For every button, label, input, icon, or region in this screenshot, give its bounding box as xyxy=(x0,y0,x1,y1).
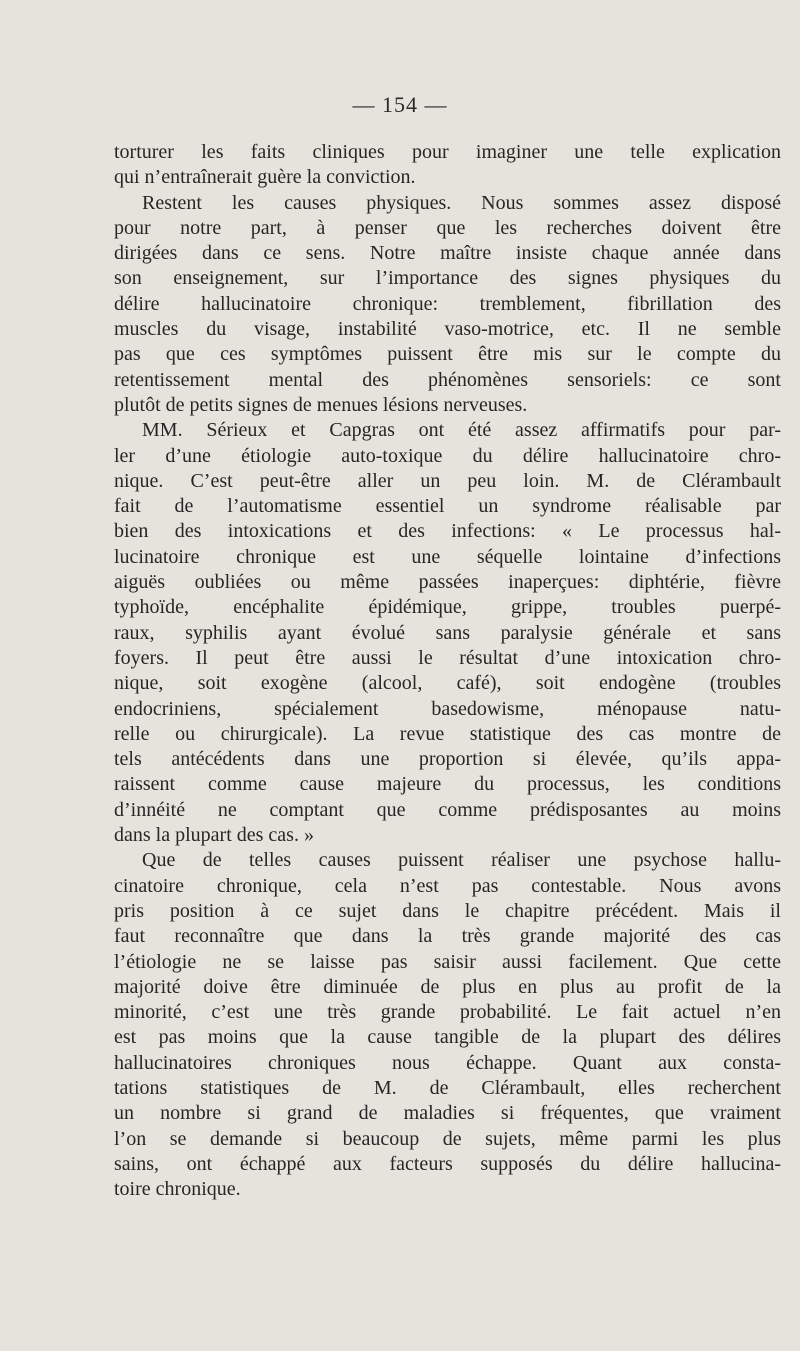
text-line: fait de l’automatisme essentiel un syndrome réalisable par xyxy=(114,495,781,518)
text-line: endocriniens, spécialement basedowisme, ménopause natu- xyxy=(114,697,781,720)
text-line: raux, syphilis ayant évolué sans paralysie générale et sans xyxy=(114,621,781,644)
text-line: est pas moins que la cause tangible de la plupart des délires xyxy=(114,1026,781,1049)
text-line: nique. C’est peut-être aller un peu loin. M. de Clérambault xyxy=(114,469,781,492)
text-line: minorité, c’est une très grande probabilité. Le fait actuel n’en xyxy=(114,1001,781,1024)
text-line: plutôt de petits signes de menues lésions nerveuses. xyxy=(114,393,528,416)
text-line: majorité doive être diminuée de plus en plus au profit de la xyxy=(114,975,781,998)
text-line: Restent les causes physiques. Nous sommes assez disposé xyxy=(142,191,781,214)
text-line: pris position à ce sujet dans le chapitre précédent. Mais il xyxy=(114,899,781,922)
text-line: cinatoire chronique, cela n’est pas contestable. Nous avons xyxy=(114,874,781,897)
text-line: pour notre part, à penser que les recherches doivent être xyxy=(114,216,781,239)
text-line: toire chronique. xyxy=(114,1178,241,1201)
text-line: tels antécédents dans une proportion si élevée, qu’ils appa- xyxy=(114,748,781,771)
body-text xyxy=(114,140,781,1202)
text-line: ler d’une étiologie auto-toxique du délire hallucinatoire chro- xyxy=(114,444,781,467)
text-line: dans la plupart des cas. » xyxy=(114,824,314,847)
text-line: son enseignement, sur l’importance des signes physiques du xyxy=(114,267,781,290)
text-line: pas que ces symptômes puissent être mis sur le compte du xyxy=(114,343,781,366)
text-line: l’étiologie ne se laisse pas saisir aussi facilement. Que cette xyxy=(114,950,781,973)
text-line: aiguës oubliées ou même passées inaperçues: diphtérie, fièvre xyxy=(114,571,781,594)
text-line: relle ou chirurgicale). La revue statistique des cas montre de xyxy=(114,722,781,745)
text-line: typhoïde, encéphalite épidémique, grippe, troubles puerpé- xyxy=(114,596,781,619)
text-line: nique, soit exogène (alcool, café), soit endogène (troubles xyxy=(114,672,781,695)
text-line: foyers. Il peut être aussi le résultat d’une intoxication chro- xyxy=(114,646,781,669)
text-line: un nombre si grand de maladies si fréquentes, que vraiment xyxy=(114,1102,781,1125)
text-line: faut reconnaître que dans la très grande majorité des cas xyxy=(114,925,781,948)
text-line: Que de telles causes puissent réaliser une psychose hallu- xyxy=(142,849,781,872)
text-line: hallucinatoires chroniques nous échappe. Quant aux consta- xyxy=(114,1051,781,1074)
text-line: dirigées dans ce sens. Notre maître insiste chaque année dans xyxy=(114,242,781,265)
text-line: d’innéité ne comptant que comme prédisposantes au moins xyxy=(114,798,781,821)
text-line: délire hallucinatoire chronique: tremblement, fibrillation des xyxy=(114,292,781,315)
text-line: muscles du visage, instabilité vaso-motrice, etc. Il ne semble xyxy=(114,318,781,341)
text-line: bien des intoxications et des infections: « Le processus hal- xyxy=(114,520,781,543)
text-line: retentissement mental des phénomènes sensoriels: ce sont xyxy=(114,368,781,391)
text-line: l’on se demande si beaucoup de sujets, même parmi les plus xyxy=(114,1127,781,1150)
text-line: raissent comme cause majeure du processus, les conditions xyxy=(114,773,781,796)
text-line: MM. Sérieux et Capgras ont été assez affirmatifs pour par- xyxy=(142,419,781,442)
page-number: — 154 — xyxy=(352,92,448,117)
text-line: sains, ont échappé aux facteurs supposés du délire hallucina- xyxy=(114,1152,781,1175)
text-line: torturer les faits cliniques pour imaginer une telle explication xyxy=(114,141,781,163)
text-line: lucinatoire chronique est une séquelle lointaine d’infections xyxy=(114,545,781,568)
text-line: qui n’entraînerait guère la conviction. xyxy=(114,166,416,189)
text-line: tations statistiques de M. de Clérambault, elles recherchent xyxy=(114,1076,781,1099)
